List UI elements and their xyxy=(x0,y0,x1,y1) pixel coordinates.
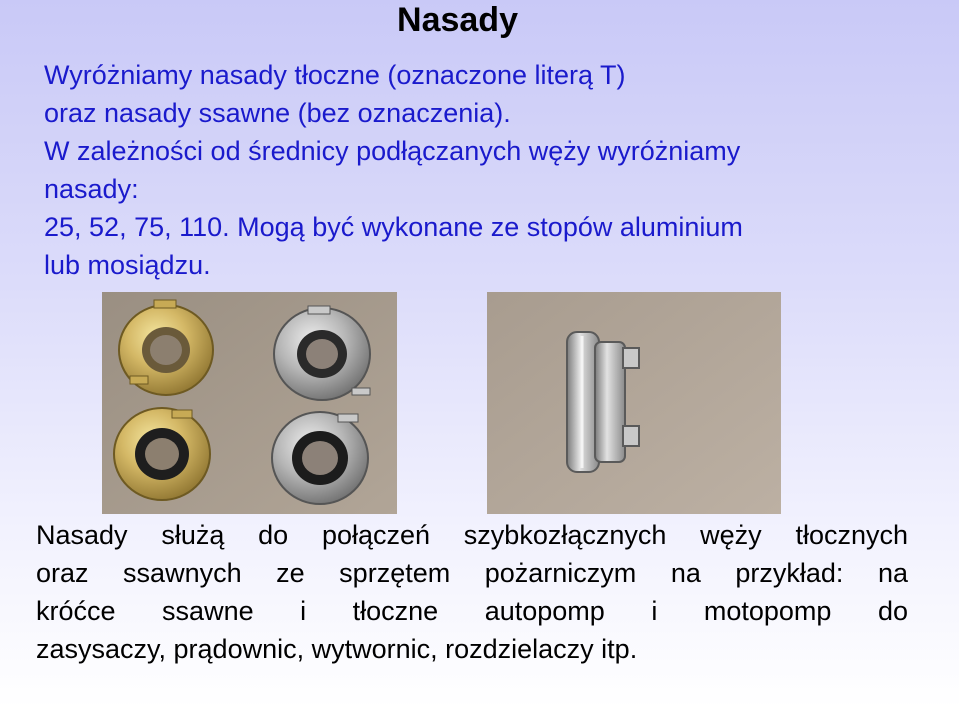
body-line: zasysaczy, prądownic, wytwornic, rozdzielaczy itp. xyxy=(36,634,638,664)
intro-text xyxy=(44,56,924,284)
body-line: oraz ssawnych ze sprzętem pożarniczym na przykład: na xyxy=(36,558,908,588)
body-line: Nasady służą do połączeń szybkozłącznych węży tłocznych xyxy=(36,520,908,550)
intro-line: nasady: xyxy=(44,174,139,204)
intro-line: oraz nasady ssawne (bez oznaczenia). xyxy=(44,98,511,128)
intro-line: Wyróżniamy nasady tłoczne (oznaczone literą T) xyxy=(44,60,626,90)
intro-line: W zależności od średnicy podłączanych węży wyróżniamy xyxy=(44,136,741,166)
body-text xyxy=(36,516,908,668)
intro-line: 25, 52, 75, 110. Mogą być wykonane ze stopów aluminium xyxy=(44,212,743,242)
couplings-photo xyxy=(102,292,397,514)
body-line: króćce ssawne i tłoczne autopomp i motopomp do xyxy=(36,596,908,626)
intro-line: lub mosiądzu. xyxy=(44,250,211,280)
coupling-side-photo xyxy=(487,292,781,514)
slide-title: Nasady xyxy=(397,1,518,39)
